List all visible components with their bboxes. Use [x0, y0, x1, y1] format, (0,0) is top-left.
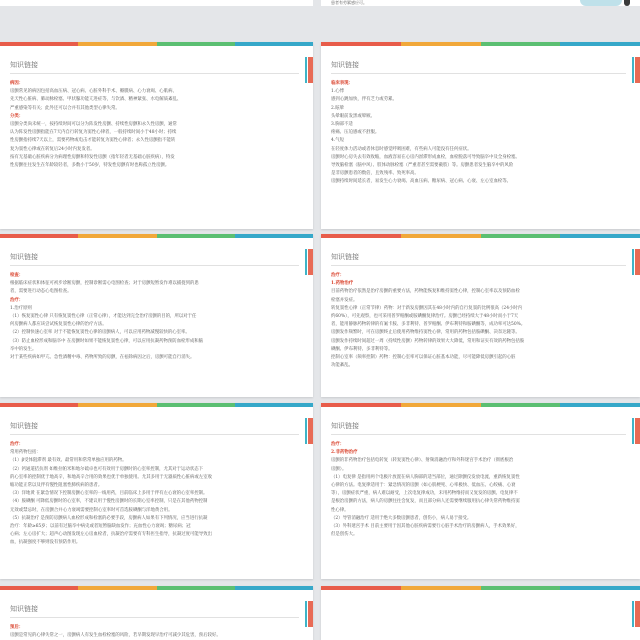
section-heading: 2.非药物治疗: [331, 450, 358, 456]
section-heading: 临床表现：: [331, 81, 353, 86]
body-line: 治疗：年龄≥65岁；以前有过脑卒中病史或者短暂脑缺血发作；充血性心力衰竭；糖尿病；冠: [10, 524, 191, 530]
section-heading: 病因：: [10, 81, 24, 86]
slide-body: [10, 80, 297, 170]
body-line: （1）电复律 是指用两个电极片放置在病人胸部的适当部位，通过除颤仪发放电流，重新恢复窦性: [331, 474, 520, 480]
accent-tab: [635, 418, 640, 444]
color-bar: [321, 586, 640, 590]
accent-tab: [635, 249, 640, 275]
body-line: 先天性心脏病、肺动脉栓塞、甲状腺功能亢进症等，与饮酒、精神紧张、水电解质紊乱、: [10, 97, 182, 103]
body-line: 1.心悸: [331, 89, 344, 95]
slide-title: 知识链接: [10, 61, 38, 69]
slide-8: [321, 586, 640, 640]
title-rule: [10, 73, 299, 74]
body-line: 栓塞并发症。: [331, 297, 358, 303]
slide-body: [331, 272, 624, 370]
title-rule: [331, 434, 626, 435]
body-line: 卒中的发生。: [10, 346, 37, 352]
body-line: 根据临床症状和体征可初步诊断房颤，控制诊断需心电图检查；对于房颤短暂发作难以捕捉到的患: [10, 281, 199, 287]
body-line: 认为阵发性房颤指能在7天内自行转复为窦性心律者，一般持续时间小于48小时；持续: [10, 130, 177, 136]
accent-tab: [635, 57, 640, 83]
slide-title: 知识链接: [10, 605, 38, 613]
body-line: （3）洋地黄 在紧急情况下控制房颤心室率的一线用药，目前临床上多用于伴有左心衰的心室率控制。: [10, 491, 208, 497]
body-line: 但是创伤大。: [331, 532, 358, 538]
slide-title: 知识链接: [331, 61, 359, 69]
body-line: 等），房颤症状严重，病人难以耐受，上次电复律成功，未用药物维持而又复发的房颤。电复律不: [331, 491, 518, 497]
body-line: 的心室率的控制优于地高辛，和地高辛合用的效果也优于单独使用。尤其多用于无器质性心脏病或左室收: [10, 474, 212, 480]
body-line: 在轻度体力活动或者休息时感觉呼吸困难，有些病人可能没有任何症状。: [331, 146, 472, 152]
title-rule: [331, 265, 626, 266]
color-bar: [0, 234, 313, 238]
slide-title: 知识链接: [331, 422, 359, 430]
top-right-strip: [321, 0, 640, 6]
section-heading: 1.药物治疗: [331, 281, 354, 287]
top-dot-decor: [624, 0, 630, 6]
body-line: 复为窦性心律或在转复后24小时内复发者。: [10, 146, 95, 152]
body-line: 疼痛、压迫感或不舒服。: [331, 130, 380, 136]
body-line: 性房颤指持续7天以上，需要药物或电击才能转复为窦性心律者；永久性房颤指不能转: [10, 138, 176, 144]
color-bar: [321, 234, 640, 238]
body-line: 碘酮、伊布利特、多非利特等。: [331, 346, 393, 352]
body-line: 按有无基础心脏疾病分为病理性房颤和特发性房颤（指年轻者无基础心脏疾病），特发: [10, 154, 175, 160]
section-heading: 检查：: [10, 273, 24, 278]
body-line: （3）外科迷宫手术 目前主要用于因其他心脏疾病需要行心脏手术治疗的房颤病人，手术效果好，: [331, 524, 520, 530]
color-bar: [0, 403, 313, 407]
body-line: 2.眩晕: [331, 105, 344, 111]
body-line: 导致脑栓塞（脑中风）、肢体动脉栓塞（严重者甚至需要截肢）等。房颤患者发生脑卒中的风险: [331, 163, 514, 169]
accent-tab: [308, 418, 313, 444]
body-line: 控制心室率（频率控制）药物：控制心室率可以保证心脏基本功能，尽可能降低房颤引起的心脏: [331, 355, 516, 361]
body-line: 房颤分类尚未统一，按持续时间可以分为阵发性房颤、持续性房颤和永久性房颤，通常: [10, 122, 177, 128]
slide-1: [0, 42, 313, 229]
body-line: 房颤发作频繁时，可在房颤终止后使用药物维持窦性心律，常用的药物包括胺碘酮、决奈达隆等。: [331, 330, 520, 336]
slide-5: [0, 403, 313, 579]
body-line: 功能紊乱。: [331, 363, 353, 369]
color-bar: [0, 586, 313, 590]
body-line: 严重感染等有关；此外还可以合并有其他类型心律失常。: [10, 105, 120, 111]
body-line: （4）胺碘酮 可降低房颤时的心室率，不建议用于慢性房颤时的长期心室率控制，只是在其他药物控制: [10, 499, 208, 505]
body-line: 常用药物包括：: [10, 450, 41, 456]
body-line: 约60%），可先观察，也可采用普罗帕酮或胺碘酮复律治疗。房颤已经持续大于48小时而小于7天: [331, 314, 519, 320]
section-heading: 治疗：: [331, 273, 345, 278]
slide-2: [321, 42, 640, 229]
top-pill-decor: [580, 0, 622, 6]
title-rule: [10, 265, 299, 266]
section-heading: 预后：: [10, 625, 24, 630]
title-rule: [331, 73, 626, 74]
body-line: 者，需要进行动态心电图检查。: [10, 289, 72, 295]
body-line: 性房颤往往发生在年龄较轻者，多数小于50岁，特发性房颤有时也称孤立性房颤。: [10, 163, 170, 169]
body-line: 何房颤病人都应该尝试恢复窦性心律的治疗方法。: [10, 322, 107, 328]
section-heading: 分类：: [10, 113, 24, 119]
slide-7: [0, 586, 313, 640]
body-line: 房颤持续时间延长者，易发生心力衰竭、高血压病、糖尿病、冠心病、心衰、左心室血栓等。: [331, 179, 512, 185]
body-line: 是根治房颤的方法，病人的房颤往往会复发，而且部分病人还需要继续服用抗心律失常药物维持窦: [331, 499, 520, 505]
body-line: （2）导管消融治疗 适用于绝大多数房颤患者，创伤小，病人易于接受。: [331, 515, 472, 521]
body-line: 血，抗凝强度不够则没有预防作用。: [10, 540, 81, 546]
body-line: 对于某些疾病如甲亢、急性酒精中毒、药物所致的房颤，在祛除病因之后，房颤可能自行消失。: [10, 355, 195, 361]
body-line: （2）控制快速心室率 对于不能恢复窦性心律的房颤病人，可以应用药物减慢较快的心室率。: [10, 330, 190, 336]
body-line: （2）钙通道拮抗剂 如维拉帕米和地尔硫卓也可有效用于房颤时的心室率控制，尤其对于运动状态下: [10, 466, 203, 472]
slide-3: [0, 234, 313, 397]
slide-body: [10, 441, 297, 548]
accent-tab: [308, 601, 313, 627]
section-heading: 治疗：: [331, 442, 345, 447]
slide-title: 知识链接: [331, 253, 359, 261]
body-line: 房颤常见的病因包括高血压病、冠心病、心脏外科手术、瓣膜病、心力衰竭、心肌病、: [10, 89, 177, 95]
slide-title: 知识链接: [10, 253, 38, 261]
body-line: 是非房颤患者的数倍，且致残率、致死率高。: [331, 171, 419, 177]
color-bar: [321, 42, 640, 46]
accent-tab: [308, 249, 313, 275]
accent-tab: [635, 601, 640, 627]
slide-4: [321, 234, 640, 397]
slide-title: 知识链接: [10, 422, 38, 430]
color-bar: [321, 403, 640, 407]
body-line: 房颤时心房失去有效收缩，血液容易在心房内淤滞形成血栓，血栓脱落可导致脑卒中及全身栓塞。: [331, 154, 520, 160]
body-line: 目前药物治疗依然是治疗房颤的重要方法，药物能恢复和维持窦性心律，控制心室率以及预防血栓: [331, 289, 520, 295]
body-line: 感到心跳加快，伴有乏力或劳累。: [331, 97, 397, 103]
body-line: 转复窦性心律（正常节律）药物：对于新发房颤因其在48小时内的自行复窦的比例很高（24小时内: [331, 305, 523, 311]
body-line: 房颤发作持续时间超过一周（持续性房颤）药物转律的效果大大降低，常用和证实有效的药物包括胺: [331, 338, 525, 344]
slide-body: [10, 272, 297, 362]
slide-6: [321, 403, 640, 579]
slide-body: [331, 80, 624, 187]
section-heading: 治疗：: [10, 442, 24, 447]
body-line: 房颤是常见的心律失常之一，房颤病人有发生血栓栓塞的风险，若早期发现早治疗可减少其危害，预后较好。: [10, 633, 221, 639]
title-rule: [10, 617, 299, 618]
body-line: （5）抗凝治疗 是预防房颤病人血栓形成和栓塞的必要手段，房颤病人如果有下列情况，应当进行抗凝: [10, 515, 208, 521]
section-heading: 治疗：: [10, 297, 24, 303]
body-line: 心律的方法。电复律适用于：紧急情况的房颤（如心肌梗死、心率极快、低血压、心绞痛、心衰: [331, 483, 516, 489]
slide-body: [10, 624, 297, 640]
color-bar: [0, 42, 313, 46]
body-line: 房颤的非药物治疗包括电转复（转复窦性心律）、射频消融治疗和外科迷宫手术治疗（彻底根治: [331, 458, 514, 464]
top-stub-text: 患者有劳累感应可。: [331, 0, 367, 5]
title-rule: [10, 434, 299, 435]
body-line: 缩功能正常以及伴有慢性阻塞性肺疾病的患者。: [10, 483, 103, 489]
body-line: 心病；左心房扩大；超声心动图发现左心房血栓者，抗凝治疗需要有专科医生指导，抗凝过度可能导致出: [10, 532, 212, 538]
body-line: （3）防止血栓形成和脑卒中 在房颤时如果不能恢复窦性心律，可以应用抗凝药物预防血栓形成和脑: [10, 338, 203, 344]
body-line: 无效或禁忌时，在房颤合并心力衰竭需要控制心室率时可首选胺碘酮与洋地黄合用。: [10, 507, 173, 513]
body-line: 者，能用静脉药物转律的有氟卡胺、多非利特、普罗帕酮、伊布利特和胺碘酮等，成功率可达50%。: [331, 322, 526, 328]
body-line: （1）β受体阻滞剂 最有效、最常用和常常单独应用的药物。: [10, 458, 127, 464]
body-line: 头晕眼前发黑或晕厥。: [331, 113, 375, 119]
top-left-strip: [0, 0, 313, 6]
body-line: 房颤）。: [331, 466, 347, 472]
slide-body: [331, 441, 624, 539]
body-line: 4.气短: [331, 138, 344, 144]
body-line: 3.胸部不适: [331, 122, 353, 128]
body-line: （1）恢复窦性心律 只有恢复窦性心律（正常心律），才能达到完全治疗房颤的目的，所以对于任: [10, 314, 197, 320]
body-line: 1.治疗原则: [10, 305, 32, 311]
body-line: 性心律。: [331, 507, 349, 513]
accent-tab: [308, 57, 313, 83]
